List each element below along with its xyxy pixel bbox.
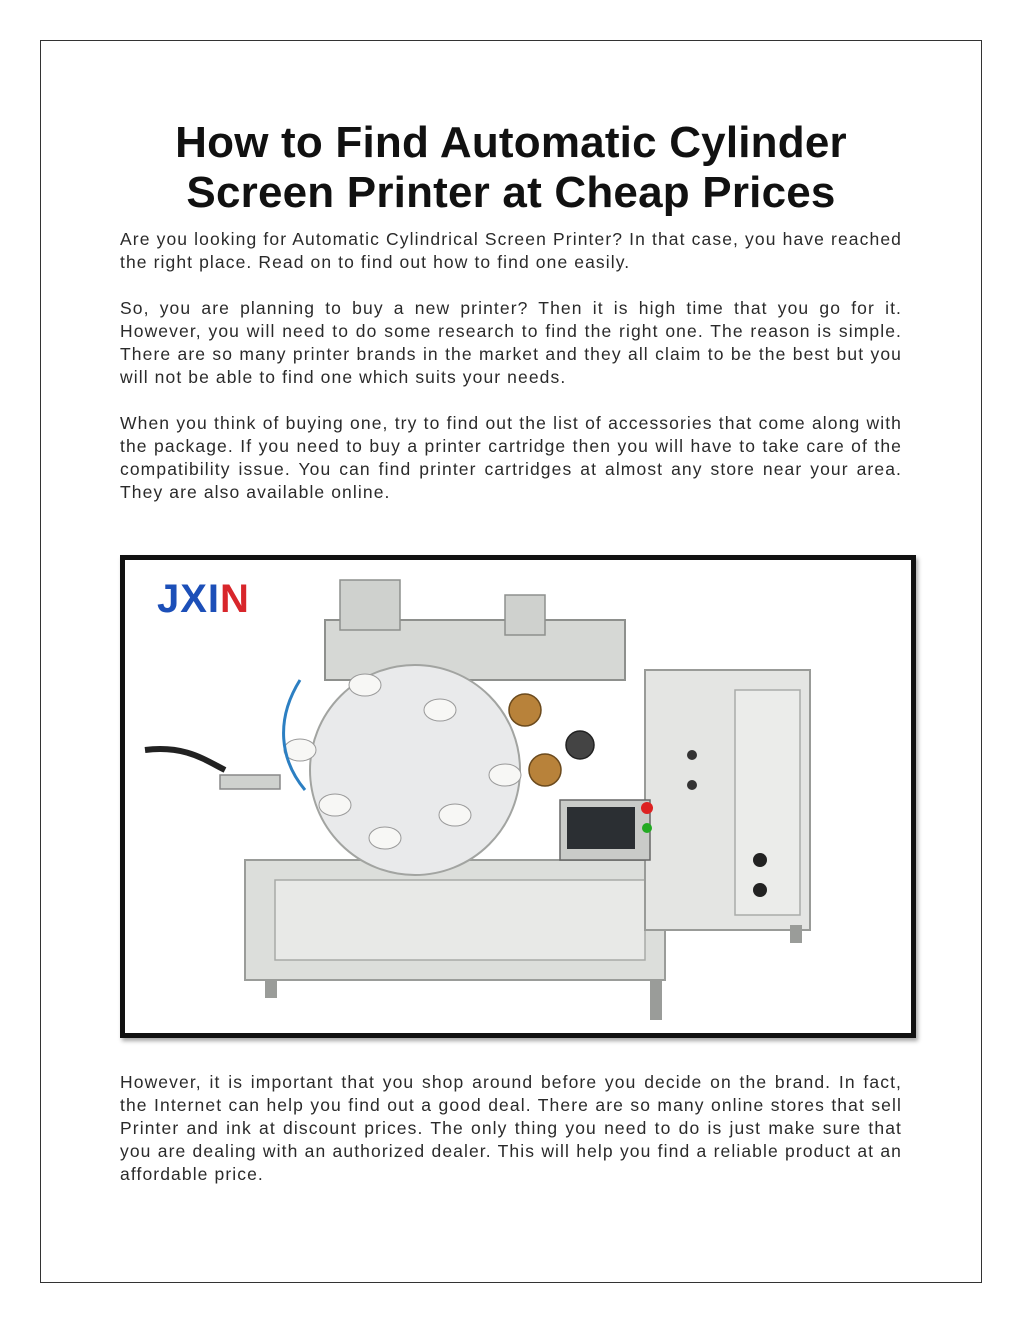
base-drawer [275, 880, 645, 960]
start-button [642, 823, 652, 833]
control-knob [753, 853, 767, 867]
print-head [340, 580, 400, 630]
pneumatic-tube [284, 680, 305, 790]
paragraph-research: So, you are planning to buy a new printer? Then it is high time that you go for it. However, you will need to do some research to find the right one. The reason is simple. There are so many printer brands in the market and they all claim to be the best but you will not be able to find one which suits your needs. [120, 298, 902, 387]
title-line-1: How to Find Automatic Cylinder [175, 118, 847, 167]
rotary-disc [310, 665, 520, 875]
air-hose [145, 749, 225, 770]
squeegee-unit [505, 595, 545, 635]
article-title [120, 118, 902, 218]
ink-roller [529, 754, 561, 786]
paragraph-accessories: When you think of buying one, try to find out the list of accessories that come along with the package. If you need to buy a printer cartridge then you will have to take care of the compatibility issue. You can find printer cartridges at almost any store near your area. They are also available online. [120, 413, 902, 502]
ink-roller [509, 694, 541, 726]
screen-printer-illustration [125, 560, 911, 1033]
control-knob [753, 883, 767, 897]
touch-screen [567, 807, 635, 849]
feeder-arm [220, 775, 280, 789]
cabinet-bolt [687, 750, 697, 760]
paragraph-intro: Are you looking for Automatic Cylindrical Screen Printer? In that case, you have reached the right place. Read on to find out how to find one easily. [120, 229, 902, 272]
emergency-stop-button [641, 802, 653, 814]
article-body [120, 118, 902, 504]
cabinet-bolt [687, 780, 697, 790]
brand-logo: JXIN [157, 577, 250, 621]
title-line-2: Screen Printer at Cheap Prices [186, 168, 836, 217]
machine-leg [650, 980, 662, 1020]
cabinet-door [735, 690, 800, 915]
product-image [120, 555, 916, 1038]
machine-leg [265, 980, 277, 998]
drive-wheel [566, 731, 594, 759]
machine-leg [790, 925, 802, 943]
paragraph-shopping: However, it is important that you shop around before you decide on the brand. In fact, the Internet can help you find out a good deal. There are so many online stores that sell Printer and ink at discount prices. The only thing you need to do is just make sure that you are dealing with an authorized dealer. This will help you find a reliable product at an affordable price. [120, 1072, 902, 1184]
